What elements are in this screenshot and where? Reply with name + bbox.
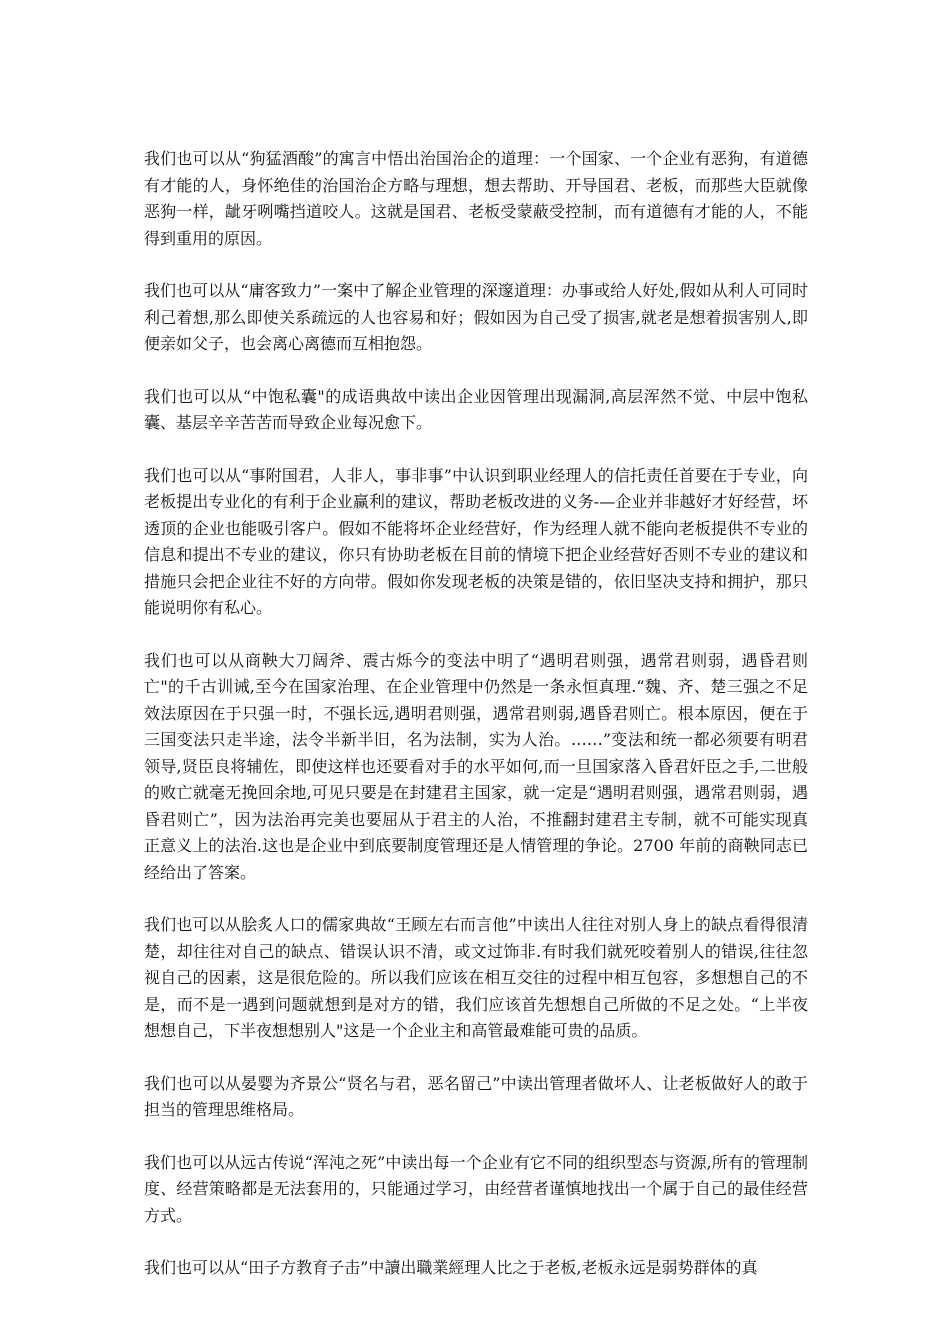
paragraph-manager-duty: 我们也可以从“事附国君，人非人，事非事”中认识到职业经理人的信托责任首要在于专业，向老板提出专业化的有利于企业赢利的建议，帮助老板改进的义务-—企业并非越好才好经营，坏透顶的企业也能吸引客户。假如不能将坏企业经营好，作为经理人就不能向老板提供不专业的信息和提出不专业的建议，你只有协助老板在目前的情境下把企业经营好否则不专业的建议和措施只会把企业往不好的方向带。假如你发现老板的决策是错的，依旧坚决支持和拥护，那只能说明你有私心。 bbox=[144, 465, 808, 617]
paragraph-tian-zifang: 我们也可以从“田子方教育子击”中讀出職業經理人比之于老板,老板永远是弱势群体的真 bbox=[144, 1258, 758, 1277]
paragraph-embezzlement: 我们也可以从“中饱私囊"的成语典故中读出企业因管理出现漏洞,高层浑然不觉、中层中饱私囊、基层辛辛苦苦而导致企业每况愈下。 bbox=[144, 386, 808, 432]
paragraph-yan-ying: 我们也可以从晏婴为齐景公“贤名与君，恶名留己”中读出管理者做坏人、让老板做好人的敢于担当的管理思维格局。 bbox=[144, 1073, 808, 1119]
paragraph-hired-worker: 我们也可以从“庸客致力”一案中了解企业管理的深邃道理：办事或给人好处,假如从利人可同时利己着想,那么即使关系疏远的人也容易和好；假如因为自己受了损害,就老是想着损害别人,即便亲如父子，也会离心离德而互相抱怨。 bbox=[144, 281, 808, 353]
paragraph-shang-yang-reform: 我们也可以从商鞅大刀阔斧、震古烁今的变法中明了“遇明君则强，遇常君则弱，遇昏君则亡"的千古训诫,至今在国家治理、在企业管理中仍然是一条永恒真理.“魏、齐、楚三强之不足效法原因在于只强一时，不强长远,遇明君则强，遇常君则弱,遇昏君则亡。根本原因，便在于三国变法只走半途，法令半新半旧，名为法制，实为人治。……”变法和统一都必须要有明君领导,贤臣良将辅佐，即使这样也还要看对手的水平如何,而一旦国家落入昏君奸臣之手,二世般的败亡就毫无挽回余地,可见只要是在封建君主国家，就一定是“遇明君则强，遇常君则弱，遇昏君则亡”，因为法治再完美也要屈从于君主的人治，不推翻封建君主专制，就不可能实现真正意义上的法治.这也是企业中到底要制度管理还是人情管理的争论。2700 年前的商鞅同志已经给出了答案。 bbox=[144, 650, 808, 882]
document-body bbox=[144, 146, 808, 1308]
paragraph-change-subject: 我们也可以从脍炙人口的儒家典故“王顾左右而言他”中读出人往往对别人身上的缺点看得很清楚，却往往对自己的缺点、错误认识不清，或文过饰非.有时我们就死咬着别人的错误,往往忽视自己的因素，这是很危险的。所以我们应该在相互交往的过程中相互包容，多想想自己的不是，而不是一遇到问题就想到是对方的错，我们应该首先想想自己所做的不足之处。“上半夜想想自己，下半夜想想别人"这是一个企业主和高管最难能可贵的品质。 bbox=[144, 915, 808, 1040]
paragraph-dog-wine: 我们也可以从“狗猛酒酸”的寓言中悟出治国治企的道理：一个国家、一个企业有恶狗，有道德有才能的人，身怀绝佳的治国治企方略与理想，想去帮助、开导国君、老板，而那些大臣就像恶狗一样，龇牙咧嘴挡道咬人。这就是国君、老板受蒙蔽受控制，而有道德有才能的人，不能得到重用的原因。 bbox=[144, 149, 808, 248]
paragraph-hundun: 我们也可以从远古传说“浑沌之死”中读出每一个企业有它不同的组织型态与资源,所有的管理制度、经营策略都是无法套用的，只能通过学习，由经营者谨慎地找出一个属于自己的最佳经营方式。 bbox=[144, 1152, 808, 1225]
